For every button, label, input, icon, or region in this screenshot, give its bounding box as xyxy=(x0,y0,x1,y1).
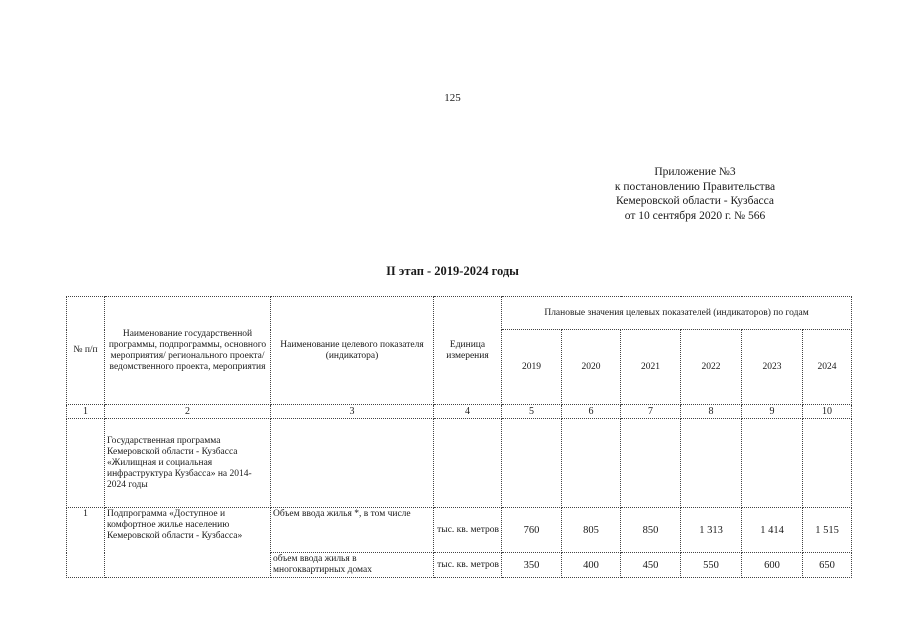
value-cell: 400 xyxy=(562,553,621,578)
value-cell: 1 313 xyxy=(681,508,742,553)
column-number: 10 xyxy=(803,405,852,419)
program-row xyxy=(67,419,852,508)
empty-cell xyxy=(742,419,803,508)
table-row xyxy=(67,508,852,553)
empty-cell xyxy=(803,419,852,508)
value-cell: 600 xyxy=(742,553,803,578)
appendix-line-3: Кемеровской области - Кузбасса xyxy=(616,195,774,207)
column-number: 5 xyxy=(502,405,562,419)
appendix-block xyxy=(575,165,815,223)
value-cell: 850 xyxy=(621,508,681,553)
value-cell: 450 xyxy=(621,553,681,578)
value-cell: 650 xyxy=(803,553,852,578)
column-number: 6 xyxy=(562,405,621,419)
appendix-line-4: от 10 сентября 2020 г. № 566 xyxy=(624,209,766,222)
column-number: 1 xyxy=(67,405,105,419)
header-program: Наименование государственной программы, подпрограммы, основного мероприятия/ регионального проекта/ ведомственного проекта, мероприятия xyxy=(105,297,271,405)
header-row-1 xyxy=(67,297,852,330)
stage-title: II этап - 2019-2024 годы xyxy=(386,264,519,278)
page-number: 125 xyxy=(444,92,461,104)
appendix-line-1: Приложение №3 xyxy=(654,166,736,178)
empty-cell xyxy=(621,419,681,508)
unit-cell: тыс. кв. метров xyxy=(434,508,502,553)
column-number: 9 xyxy=(742,405,803,419)
empty-cell xyxy=(562,419,621,508)
value-cell: 805 xyxy=(562,508,621,553)
value-cell: 760 xyxy=(502,508,562,553)
subprogram-name: Подпрограмма «Доступное и комфортное жилье населению Кемеровской области - Кузбасса» xyxy=(105,508,271,578)
header-year: 2023 xyxy=(742,330,803,405)
header-planned-values: Плановые значения целевых показателей (индикаторов) по годам xyxy=(502,297,852,330)
value-cell: 550 xyxy=(681,553,742,578)
empty-cell xyxy=(502,419,562,508)
empty-cell xyxy=(681,419,742,508)
header-year: 2021 xyxy=(621,330,681,405)
header-unit: Единица измерения xyxy=(434,297,502,405)
row-number: 1 xyxy=(67,508,105,578)
header-num: № п/п xyxy=(67,297,105,405)
unit-cell: тыс. кв. метров xyxy=(434,553,502,578)
appendix-line-2: к постановлению Правительства xyxy=(614,180,776,193)
empty-cell xyxy=(434,419,502,508)
column-number: 3 xyxy=(271,405,434,419)
value-cell: 1 515 xyxy=(803,508,852,553)
column-number-row xyxy=(67,405,852,419)
header-year: 2019 xyxy=(502,330,562,405)
indicators-table xyxy=(66,296,852,578)
header-year: 2024 xyxy=(803,330,852,405)
column-number: 7 xyxy=(621,405,681,419)
empty-cell xyxy=(67,419,105,508)
column-number: 8 xyxy=(681,405,742,419)
column-number: 4 xyxy=(434,405,502,419)
indicator-name: Объем ввода жилья *, в том числе xyxy=(271,508,434,553)
value-cell: 350 xyxy=(502,553,562,578)
empty-cell xyxy=(271,419,434,508)
header-year: 2020 xyxy=(562,330,621,405)
column-number: 2 xyxy=(105,405,271,419)
indicator-name: объем ввода жилья в многоквартирных домах xyxy=(271,553,434,578)
program-name: Государственная программа Кемеровской области - Кузбасса «Жилищная и социальная инфраструктура Кузбасса» на 2014-2024 годы xyxy=(105,419,271,508)
header-indicator: Наименование целевого показателя (индикатора) xyxy=(271,297,434,405)
value-cell: 1 414 xyxy=(742,508,803,553)
header-year: 2022 xyxy=(681,330,742,405)
